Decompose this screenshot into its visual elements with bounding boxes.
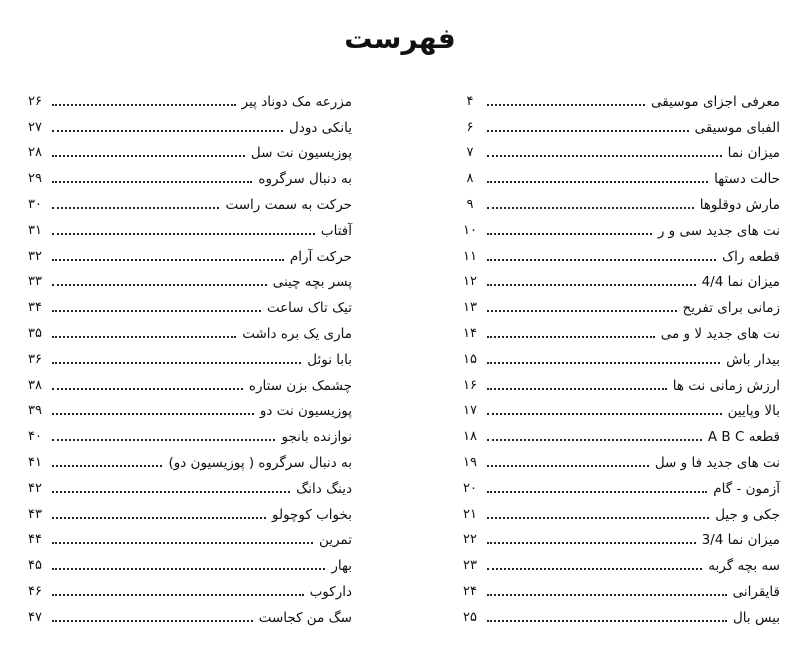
toc-entry [20,265,352,291]
toc-entry-title: دینگ دانگ [296,480,352,497]
toc-entry-title: قایقرانی [732,583,780,600]
dot-leader [487,568,702,570]
dot-leader [487,362,720,364]
dot-leader [52,104,236,106]
toc-entry-page-number: ۱۰ [463,222,477,238]
toc-entry [20,368,352,394]
dot-leader [487,104,645,106]
toc-entry-page-number: ۲۵ [463,609,477,625]
toc-entry [455,471,780,497]
toc-entry-title: میزان نما [727,145,780,162]
dot-leader [487,284,696,286]
toc-entry [455,548,780,574]
toc-entry-title: حالت دستها [714,171,780,188]
toc-entry-title: نت های جدید لا و می [660,325,780,342]
toc-entry-page-number: ۴۱ [28,454,42,470]
dot-leader [487,130,689,132]
dot-leader [52,491,290,493]
toc-entry-page-number: ۳۶ [28,351,42,367]
toc-column-left [20,84,352,626]
toc-entry-page-number: ۲۹ [28,171,42,187]
toc-entry [20,110,352,136]
toc-entry-page-number: ۳۹ [28,403,42,419]
toc-entry-title: بهار [331,558,352,575]
toc-entry-title: یانکی دودل [289,119,352,136]
toc-entry [20,316,352,342]
toc-entry-page-number: ۴۷ [28,609,42,625]
dot-leader [487,542,696,544]
toc-entry-title: الفبای موسیقی [694,119,780,136]
toc-entry [20,548,352,574]
toc-entry [20,497,352,523]
toc-entry [455,187,780,213]
toc-entry-page-number: ۲۸ [28,145,42,161]
dot-leader [52,517,266,519]
toc-entry-page-number: ۲۴ [463,583,477,599]
toc-entry-page-number: ۹ [466,196,474,212]
dot-leader [487,620,727,622]
dot-leader [52,465,162,467]
toc-entry-page-number: ۴۴ [28,532,42,548]
toc-entry-title: مارش دوقلوها [699,196,780,213]
toc-entry [455,419,780,445]
toc-entry-title: زمانی برای تفریح [682,300,780,317]
dot-leader [52,233,315,235]
toc-entry-title: تمرین [318,532,352,549]
dot-leader [52,439,275,441]
toc-entry-page-number: ۱۲ [463,274,477,290]
toc-entry-title: نت های جدید سی و ر [657,222,780,239]
toc-entry-title: سه بچه گربه [708,558,780,575]
toc-entry [455,265,780,291]
toc-entry-page-number: ۱۵ [463,351,477,367]
dot-leader [487,155,722,157]
toc-entry-page-number: ۴۲ [28,480,42,496]
toc-entry [455,574,780,600]
toc-entry-title: به دنبال سرگروه [258,171,352,188]
dot-leader [52,207,219,209]
toc-entry-page-number: ۲۰ [463,480,477,496]
toc-entry-page-number: ۱۱ [463,248,477,264]
toc-entry-page-number: ۱۶ [463,377,477,393]
toc-entry-title: قطعه راک [722,248,780,265]
toc-entry-page-number: ۳۰ [28,196,42,212]
toc-entry-title: میزان نما 3/4 [701,532,780,549]
toc-entry-title: نت های جدید فا و سل [654,454,780,471]
toc-entry [455,394,780,420]
dot-leader [52,542,313,544]
toc-entry [455,368,780,394]
dot-leader [487,207,694,209]
toc-entry-title: تیک تاک ساعت [266,300,352,317]
toc-entry-title: آزمون - گام [713,480,780,497]
dot-leader [52,130,283,132]
toc-entry-page-number: ۳۸ [28,377,42,393]
toc-entry-title: پوزیسیون نت سل [250,145,352,162]
toc-entry-page-number: ۱۹ [463,454,477,470]
dot-leader [487,181,708,183]
dot-leader [487,413,722,415]
toc-entry [20,419,352,445]
toc-entry [455,523,780,549]
toc-entry-title: پسر بچه چینی [272,274,352,291]
toc-entry [455,445,780,471]
toc-entry-title: آفتاب [320,222,352,239]
toc-entry-title: سگ من کجاست [258,609,352,626]
toc-entry [20,187,352,213]
toc-entry-page-number: ۲۶ [28,93,42,109]
toc-entry [455,110,780,136]
toc-entry [455,84,780,110]
dot-leader [52,388,243,390]
toc-entry-page-number: ۱۳ [463,300,477,316]
toc-entry-title: حرکت آرام [289,248,352,265]
toc-entry [455,316,780,342]
toc-entry [20,445,352,471]
toc-entry-title: ارزش زمانی نت ها [672,377,780,394]
toc-entry-page-number: ۳۴ [28,300,42,316]
toc-entry [20,600,352,626]
dot-leader [487,388,667,390]
toc-entry [20,471,352,497]
toc-entry-title: مزرعه مک دوناد پیر [241,93,352,110]
toc-entry-page-number: ۴۳ [28,506,42,522]
dot-leader [487,259,716,261]
toc-entry-title: نوازنده بانجو [281,429,352,446]
toc-entry-page-number: ۲۲ [463,532,477,548]
dot-leader [52,155,245,157]
toc-entry-page-number: ۲۱ [463,506,477,522]
toc-entry [455,239,780,265]
toc-entry-page-number: ۱۴ [463,325,477,341]
dot-leader [487,336,655,338]
toc-entry-title: حرکت به سمت راست [225,196,352,213]
toc-entry-page-number: ۸ [466,171,474,187]
toc-entry [455,600,780,626]
toc-entry-page-number: ۷ [466,145,474,161]
page-title: فهرست [344,22,456,55]
toc-entry [20,239,352,265]
toc-entry [455,213,780,239]
toc-entry-title: بخواب کوچولو [271,506,352,523]
toc-entry-page-number: ۱۸ [463,429,477,445]
toc-entry-title: جکی و جیل [715,506,780,523]
toc-entry-page-number: ۳۱ [28,222,42,238]
toc-entry-title: پوزیسیون نت دو [259,403,352,420]
toc-entry-title: قطعه A B C [707,429,780,446]
toc-entry-title: بالا وپایین [727,403,780,420]
toc-column-right [455,84,780,626]
toc-entry [455,497,780,523]
toc-entry-title: چشمک بزن ستاره [248,377,352,394]
toc-entry [455,290,780,316]
dot-leader [52,620,253,622]
toc-entry-title: معرفی اجزای موسیقی [650,93,780,110]
toc-entry [20,84,352,110]
dot-leader [52,568,325,570]
toc-entry-page-number: ۴۰ [28,429,42,445]
toc-entry-page-number: ۳۳ [28,274,42,290]
toc-entry-page-number: ۴۵ [28,558,42,574]
toc-entry-title: دارکوب [309,583,352,600]
toc-entry-page-number: ۴۶ [28,583,42,599]
toc-entry [20,136,352,162]
toc-entry [455,161,780,187]
dot-leader [487,491,707,493]
toc-entry-title: میزان نما 4/4 [701,274,780,291]
dot-leader [487,594,727,596]
dot-leader [52,181,252,183]
toc-entry [20,523,352,549]
dot-leader [487,439,702,441]
dot-leader [487,233,652,235]
toc-entry [455,136,780,162]
dot-leader [52,310,261,312]
dot-leader [52,594,304,596]
toc-entry [20,342,352,368]
dot-leader [52,284,267,286]
toc-entry [455,342,780,368]
dot-leader [487,517,709,519]
toc-entry [20,290,352,316]
toc-entry-title: بابا نوئل [307,351,352,368]
toc-entry-page-number: ۲۳ [463,558,477,574]
toc-entry-title: به دنبال سرگروه ( پوزیسیون دو) [168,454,352,471]
dot-leader [487,465,649,467]
toc-entry-page-number: ۴ [466,93,474,109]
dot-leader [487,310,677,312]
dot-leader [52,259,284,261]
toc-entry-page-number: ۳۲ [28,248,42,264]
dot-leader [52,362,301,364]
toc-entry-page-number: ۲۷ [28,119,42,135]
toc-entry [20,213,352,239]
toc-entry-title: ماری یک بره داشت [242,325,352,342]
toc-entry-title: بیس بال [732,609,780,626]
toc-entry [20,574,352,600]
toc-entry-page-number: ۶ [466,119,474,135]
toc-entry-title: بیدار باش [726,351,780,368]
toc-entry-page-number: ۳۵ [28,325,42,341]
toc-entry-page-number: ۱۷ [463,403,477,419]
dot-leader [52,413,254,415]
dot-leader [52,336,236,338]
toc-entry [20,394,352,420]
toc-entry [20,161,352,187]
